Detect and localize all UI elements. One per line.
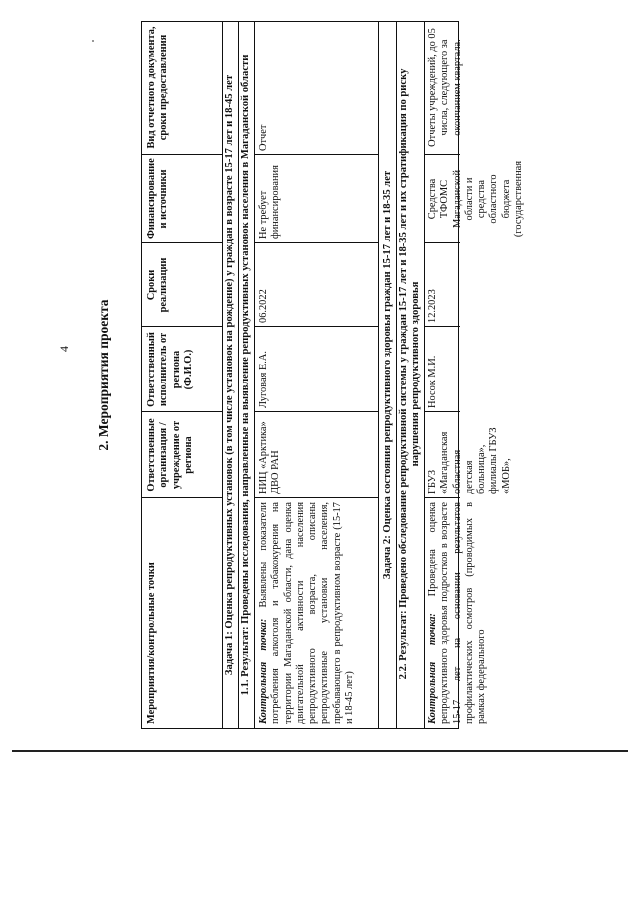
table-rule (254, 154, 378, 155)
row1-report: Отчет (258, 124, 269, 151)
result-1-1-heading: 1.1. Результат: Проведены исследования, направленные на выявление репродуктивных установок населения в Магаданской области (240, 54, 251, 696)
control-point-label: Контрольная точка: (258, 618, 269, 724)
header-organization: Ответственные организация / учреждение от региона (146, 418, 194, 492)
row1-event-text: Выявлены показатели потребления алкоголя и табакокурения на территории Магаданской области, дана оценка двигательной активности населения репродуктивного возраста, описаны репродуктивные установки населения, пребывающего в репродуктивном возрасте (15-17 и 18-45 лет) (258, 502, 356, 724)
table-rule (424, 326, 460, 327)
task-1-heading: Задача 1: Оценка репродуктивных установок (в том числе установок на рождение) у граждан в возрасте 15-17 лет и 18-45 лет (224, 74, 235, 676)
table-rule (142, 497, 222, 498)
table-rule (222, 22, 223, 728)
header-report: Вид отчетного документа, сроки предоставления (146, 26, 170, 149)
table-rule (424, 242, 460, 243)
table-rule (238, 22, 239, 728)
result-2-2-heading: 2.2. Результат: Проведено обследование репродуктивной системы у граждан 15-17 лет и 18-35 лет и их стратификация по риску нарушения репродуктивного здоровья (398, 68, 421, 680)
table-rule (254, 326, 378, 327)
header-deadline: Сроки реализации (146, 257, 170, 313)
table-rule (424, 22, 425, 728)
row1-financing: Не требует финансирования (258, 165, 282, 239)
table-rule (142, 154, 222, 155)
rotated-page-content (96, 21, 556, 729)
row1-event (258, 502, 356, 724)
table-rule (142, 326, 222, 327)
table-rule (142, 242, 222, 243)
section-title: 2. Мероприятия проекта (96, 299, 111, 451)
row1-deadline: 06.2022 (258, 289, 269, 323)
table-rule (424, 411, 460, 412)
row2-executor: Носок М.И. (427, 355, 438, 408)
row2-deadline: 12.2023 (427, 289, 438, 323)
table-rule (396, 22, 397, 728)
table-rule (378, 22, 379, 728)
row2-financing: Средства ТФОМС Магаданской области и средства областного бюджета (государственная (427, 160, 525, 238)
row2-event-text: Проведена оценка репродуктивного здоровья подростков в возрасте 15-17 лет на основании результатов профилактических осмотров (проводимых в рамках федерального (427, 502, 488, 724)
page-number: 4 (57, 346, 71, 352)
table-rule (424, 497, 460, 498)
table-rule (142, 411, 222, 412)
control-point-label: Контрольная точка: (427, 613, 438, 724)
row2-organization: ГБУЗ «Магаданская областная детская больница», филиалы ГБУЗ «МОБ», (427, 427, 512, 494)
table-rule (424, 154, 460, 155)
header-executor: Ответственный исполнитель от региона (Ф.И.О.) (146, 332, 194, 407)
table-rule (254, 242, 378, 243)
scan-speck (92, 40, 94, 42)
events-table (141, 21, 525, 729)
row2-event (427, 502, 488, 724)
row1-organization: НИЦ «Арктика» ДВО РАН (258, 421, 282, 494)
row1-executor: Луговая Е.А. (258, 351, 269, 408)
header-events: Мероприятия/контрольные точки (146, 562, 157, 724)
task-2-heading: Задача 2: Оценка состояния репродуктивного здоровья граждан 15-17 лет и 18-35 лет (382, 170, 393, 580)
header-financing: Финансирование и источники (146, 158, 170, 239)
bottom-rule (12, 750, 628, 752)
table-rule (254, 411, 378, 412)
table-rule (254, 497, 378, 498)
table-rule (254, 22, 255, 728)
row2-report: Отчеты учреждений, до 05 числа, следующего за окончанием квартала. (427, 28, 463, 147)
